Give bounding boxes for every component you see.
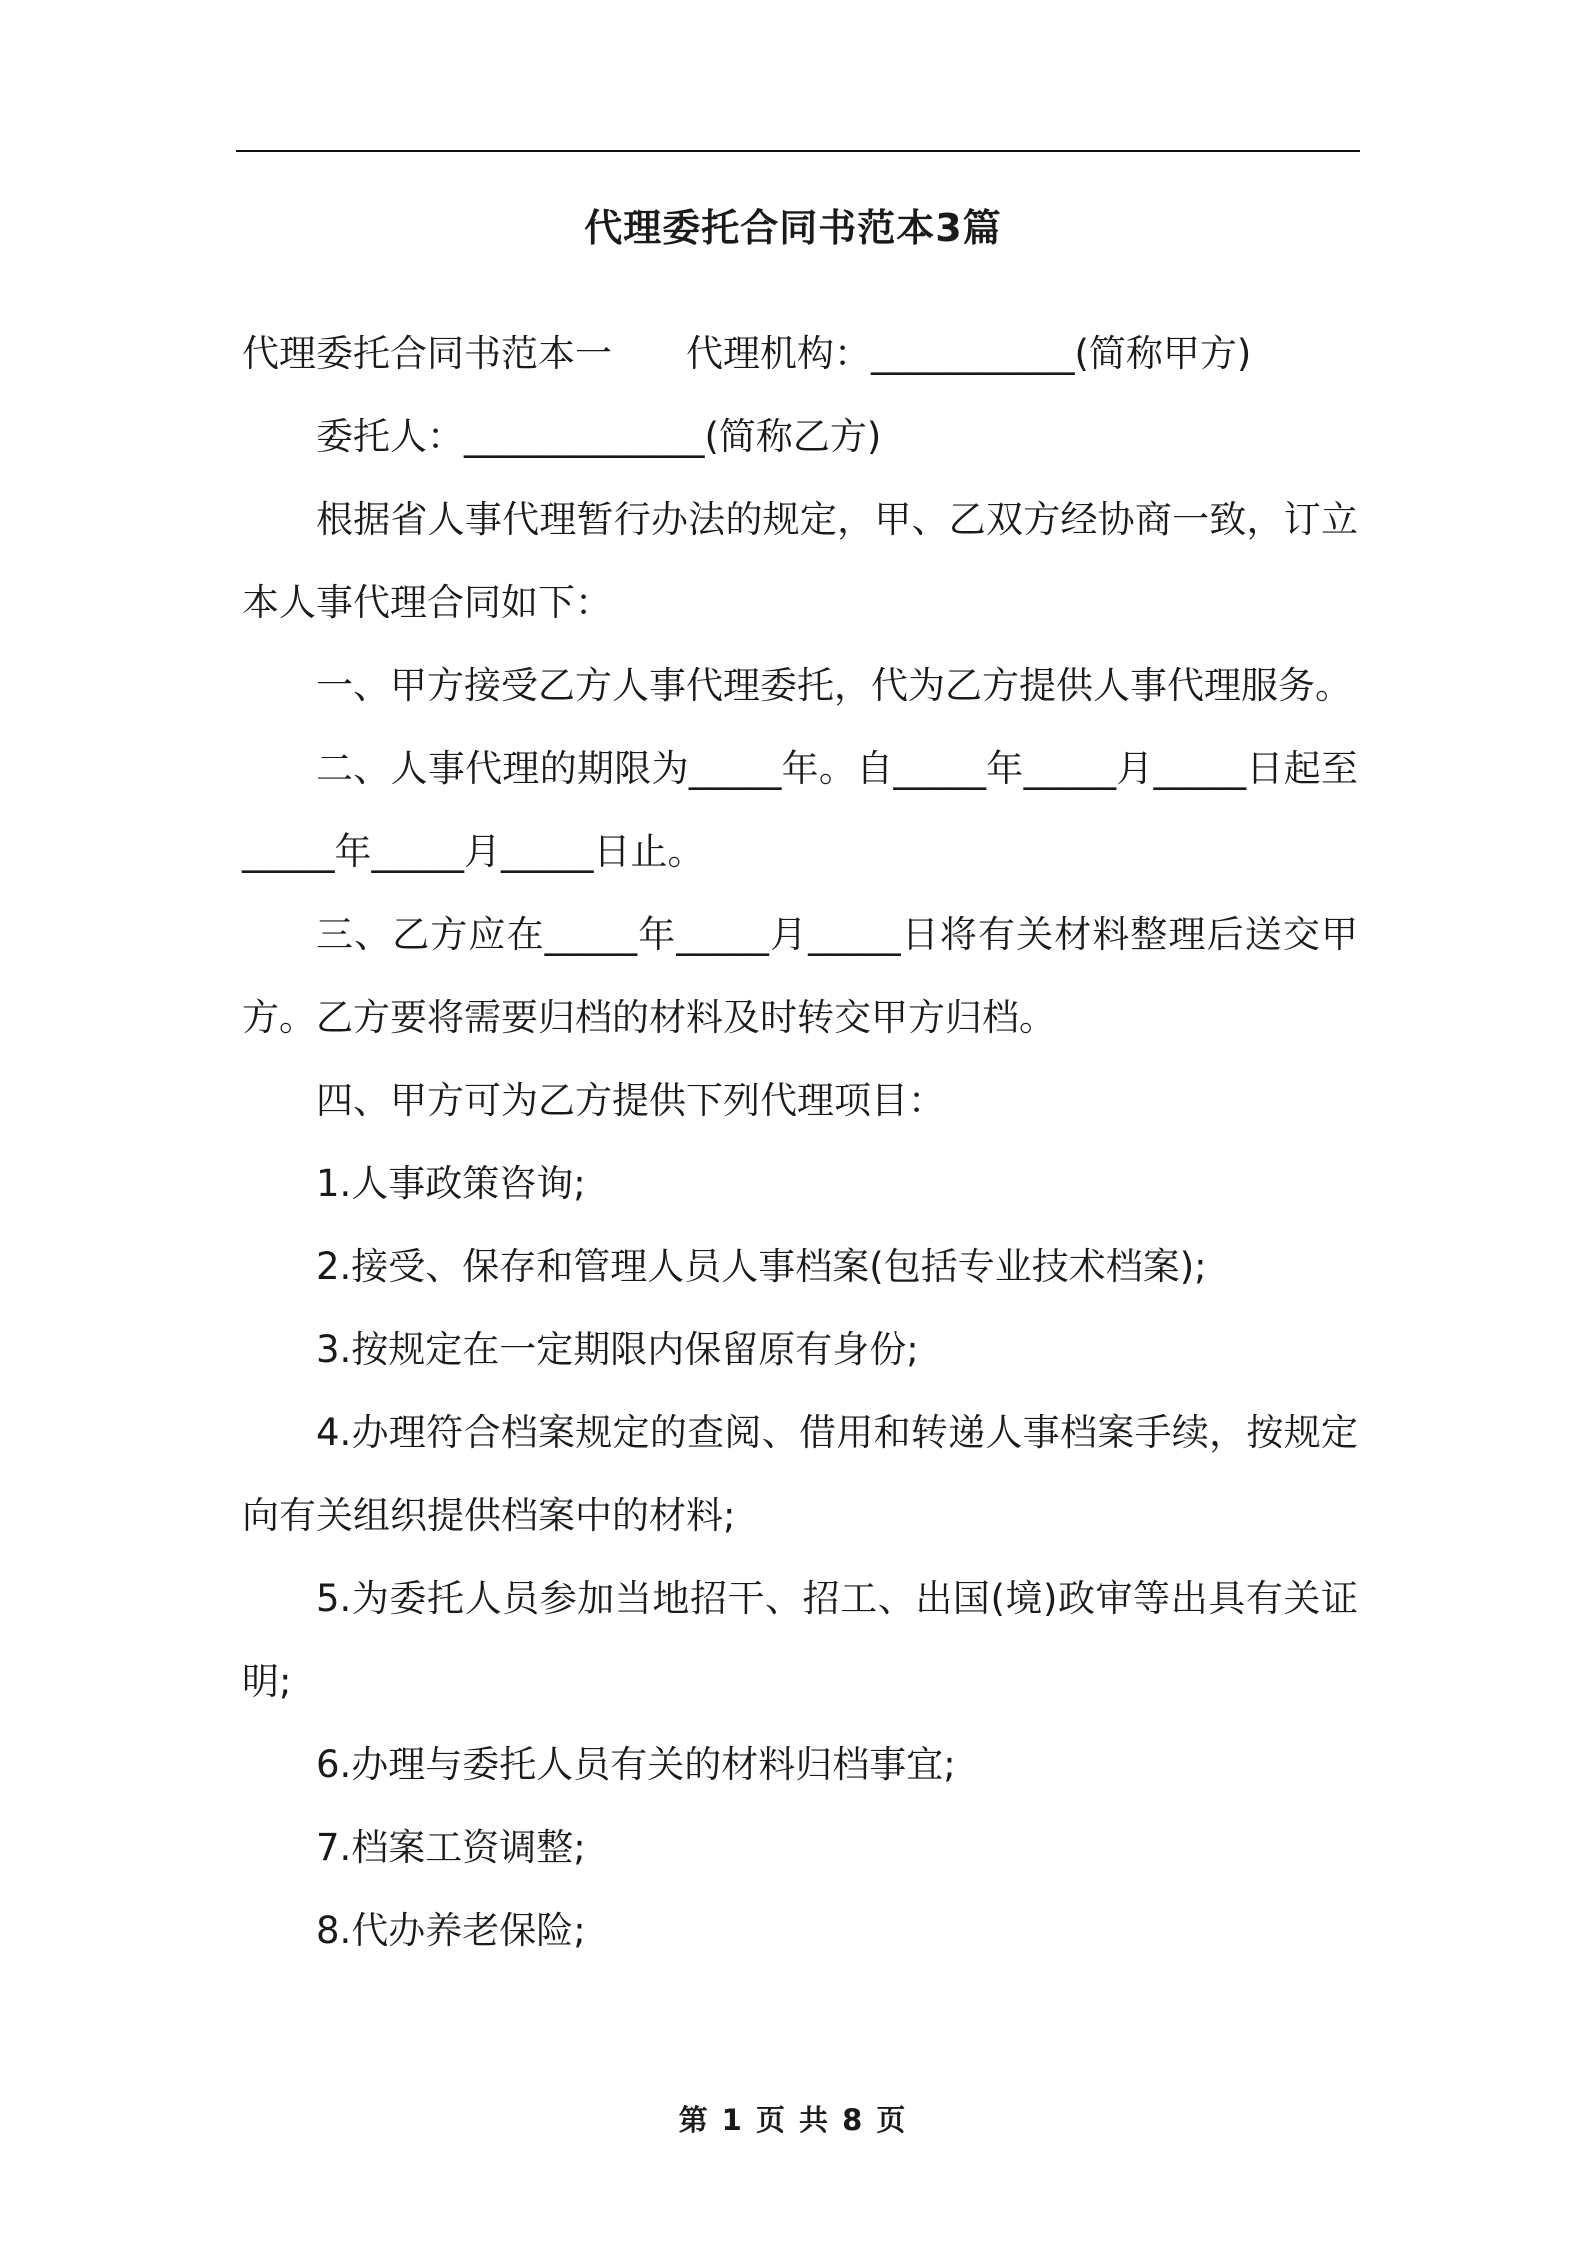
clause-3: 三、乙方应在_____年_____月_____日将有关材料整理后送交甲方。乙方要将需要归档的材料及时转交甲方归档。: [242, 913, 1358, 1039]
list-item: 7.档案工资调整;: [316, 1826, 586, 1869]
list-item: 2.接受、保存和管理人员人事档案(包括专业技术档案);: [316, 1245, 1207, 1288]
document-title: 代理委托合同书范本3篇: [584, 206, 1002, 250]
paragraph-preamble: 根据省人事代理暂行办法的规定，甲、乙双方经协商一致，订立本人事代理合同如下：: [242, 498, 1358, 624]
paragraph-principal: 委托人：_____________(简称乙方): [316, 415, 882, 458]
clause-4: 四、甲方可为乙方提供下列代理项目：: [316, 1079, 945, 1122]
list-item: 8.代办养老保险;: [316, 1909, 586, 1952]
list-item: 5.为委托人员参加当地招干、招工、出国(境)政审等出具有关证明;: [242, 1577, 1358, 1703]
list-item: 4.办理符合档案规定的查阅、借用和转递人事档案手续，按规定向有关组织提供档案中的材料;: [242, 1411, 1358, 1537]
clause-2: 二、人事代理的期限为_____年。自_____年_____月_____日起至_____年_____月_____日止。: [242, 747, 1358, 873]
header-rule: [236, 150, 1360, 152]
first-line: [242, 312, 1358, 395]
section-heading: 代理委托合同书范本一: [242, 332, 612, 375]
agency-field: 代理机构：___________(简称甲方): [686, 332, 1252, 375]
list-item: 6.办理与委托人员有关的材料归档事宜;: [316, 1743, 956, 1786]
list-item: 1.人事政策咨询;: [316, 1162, 586, 1205]
list-item: 3.按规定在一定期限内保留原有身份;: [316, 1328, 919, 1371]
document-body: [242, 312, 1358, 1972]
page-number: 第 1 页 共 8 页: [678, 2103, 908, 2137]
clause-1: 一、甲方接受乙方人事代理委托，代为乙方提供人事代理服务。: [316, 664, 1352, 707]
